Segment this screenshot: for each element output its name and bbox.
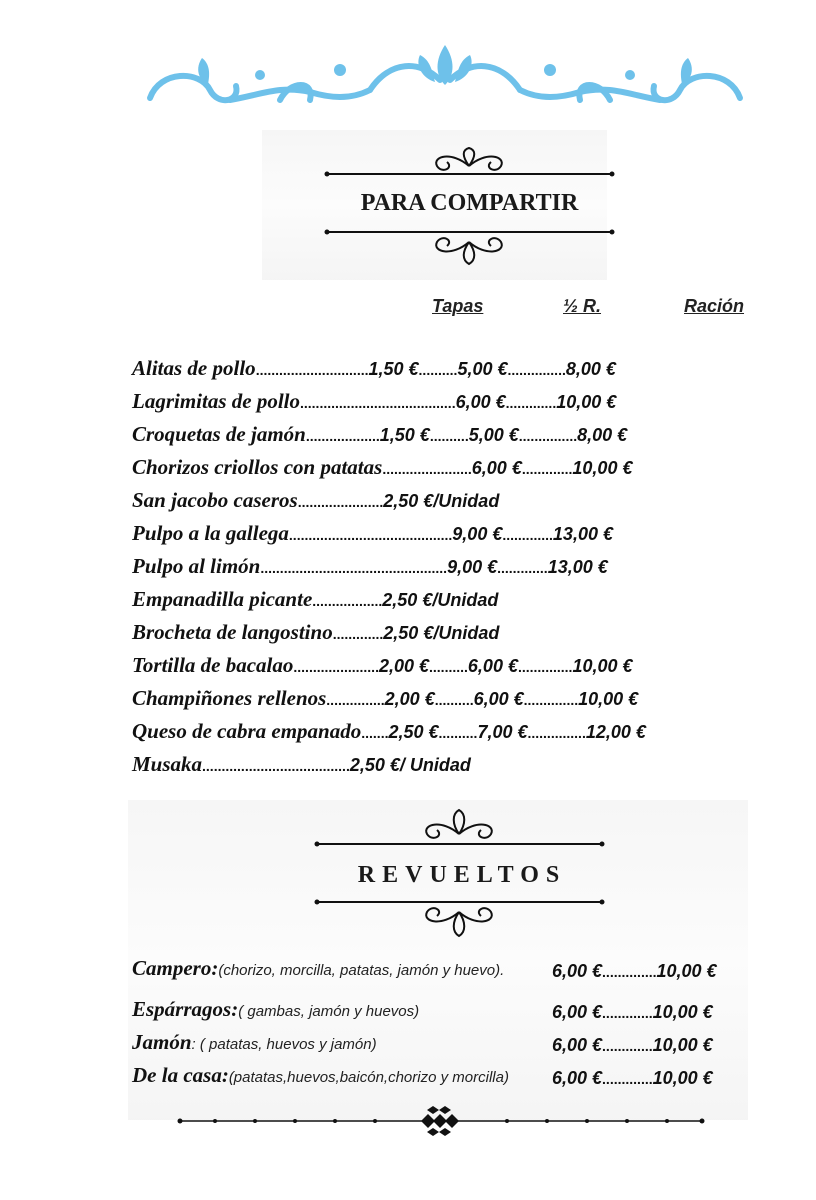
price-racion: 8,00 € [577, 425, 628, 445]
price-half: 6,00 € [552, 1068, 603, 1088]
menu-item-name: Queso de cabra empanado [132, 719, 362, 743]
price-tapa: 2,50 €/Unidad [382, 590, 499, 610]
leader-dots: ............. [332, 626, 384, 642]
menu-item-name: Croquetas de jamón [132, 422, 306, 446]
price-racion: 10,00 € [652, 1068, 713, 1088]
leader-dots: ................... [305, 428, 380, 444]
price-half: 6,00 € [467, 656, 518, 676]
price-tapa: 1,50 € [379, 425, 430, 445]
menu-row [132, 1063, 762, 1093]
menu-item-description: ( gambas, jamón y huevos) [238, 1003, 420, 1020]
leader-dots: .......... [429, 659, 468, 675]
menu-row [132, 956, 762, 986]
price-half: 5,00 € [468, 425, 519, 445]
leader-dots: ............. [505, 395, 557, 411]
price-racion: 10,00 € [652, 1002, 713, 1022]
menu-item-name: Tortilla de bacalao [132, 653, 294, 677]
menu-item-name: Lagrimitas de pollo [132, 389, 300, 413]
section-frame-bottom-revueltos [312, 896, 607, 942]
menu-item-name: Pulpo al limón [132, 554, 261, 578]
leader-dots: .......... [418, 362, 458, 378]
price-half: 6,00 € [552, 1035, 603, 1055]
leader-dots: ....................... [382, 461, 472, 477]
price-racion: 10,00 € [556, 392, 617, 412]
section-frame-top-revueltos [312, 808, 607, 850]
leader-dots: ............. [602, 1038, 653, 1054]
leader-dots: ....... [361, 725, 389, 741]
price-racion: 8,00 € [565, 359, 616, 379]
leader-dots: .......... [429, 428, 469, 444]
price-racion: 12,00 € [585, 722, 646, 742]
price-tapa: 2,50 €/Unidad [383, 623, 500, 643]
column-header-tapas: Tapas [432, 296, 484, 316]
price-racion: 13,00 € [552, 524, 613, 544]
price-half: 6,00 € [471, 458, 522, 478]
menu-item-name: Jamón [132, 1030, 192, 1054]
leader-dots: ............. [602, 1071, 653, 1087]
menu-row [132, 422, 762, 452]
section-frame-bottom-compartir [322, 224, 617, 270]
section-title-revueltos: REVUELTOS [357, 862, 567, 888]
menu-item-name: Alitas de pollo [132, 356, 256, 380]
menu-item-name: San jacobo caseros [132, 488, 298, 512]
leader-dots: ................................................ [260, 560, 448, 576]
price-racion: 13,00 € [547, 557, 608, 577]
leader-dots: ............................. [255, 362, 369, 378]
bottom-divider-ornament [175, 1106, 707, 1136]
menu-row [132, 752, 762, 782]
menu-item-name: Musaka [132, 752, 203, 776]
menu-row [132, 997, 762, 1027]
menu-item-description: (patatas,huevos,baicón,chorizo y morcilla) [228, 1069, 509, 1086]
menu-item-description: (chorizo, morcilla, patatas, jamón y huevo). [218, 962, 505, 979]
leader-dots: .............. [517, 659, 573, 675]
menu-row [132, 356, 762, 386]
price-tapa: 2,00 € [384, 689, 435, 709]
price-racion: 10,00 € [572, 458, 633, 478]
menu-row [132, 620, 762, 650]
leader-dots: ............... [507, 362, 566, 378]
price-half: 6,00 € [473, 689, 524, 709]
menu-row [132, 521, 762, 551]
menu-row [132, 1030, 762, 1060]
menu-row [132, 719, 762, 749]
menu-row [132, 653, 762, 683]
leader-dots: .............. [523, 692, 579, 708]
leader-dots: ...................... [293, 659, 379, 675]
price-half: 9,00 € [447, 557, 498, 577]
price-racion: 10,00 € [656, 961, 717, 981]
price-tapa: 2,50 €/ Unidad [349, 755, 471, 775]
menu-item-name: Espárragos: [132, 997, 239, 1021]
menu-row [132, 686, 762, 716]
section-title-compartir: PARA COMPARTIR [360, 190, 579, 216]
price-racion: 10,00 € [572, 656, 633, 676]
price-half: 6,00 € [552, 961, 603, 981]
leader-dots: ............... [527, 725, 586, 741]
price-racion: 10,00 € [578, 689, 639, 709]
column-header-half: ½ R. [563, 296, 602, 316]
leader-dots: .................. [312, 593, 383, 609]
leader-dots: ............... [326, 692, 385, 708]
price-half: 6,00 € [552, 1002, 603, 1022]
menu-item-name: Champiñones rellenos [132, 686, 327, 710]
price-tapa: 1,50 € [368, 359, 419, 379]
leader-dots: .............. [602, 964, 657, 980]
leader-dots: ............. [602, 1005, 653, 1021]
price-tapa: 2,00 € [378, 656, 430, 676]
leader-dots: ...................................... [202, 758, 350, 774]
menu-item-name: Campero: [132, 956, 219, 980]
menu-item-name: Pulpo a la gallega [132, 521, 289, 545]
price-racion: 10,00 € [652, 1035, 713, 1055]
menu-row [132, 587, 762, 617]
price-half: 5,00 € [457, 359, 508, 379]
leader-dots: .......... [438, 725, 478, 741]
menu-row [132, 488, 762, 518]
menu-item-name: Brocheta de langostino [132, 620, 333, 644]
menu-row [132, 554, 762, 584]
price-tapa: 2,50 € [388, 722, 439, 742]
leader-dots: .......... [434, 692, 474, 708]
menu-item-description: : ( patatas, huevos y jamón) [191, 1036, 377, 1053]
top-floral-ornament [140, 40, 750, 120]
leader-dots: ............. [502, 527, 553, 543]
menu-item-name: De la casa: [132, 1063, 229, 1087]
menu-row [132, 389, 762, 419]
leader-dots: ............... [518, 428, 578, 444]
price-half: 7,00 € [477, 722, 528, 742]
column-header-racion: Ración [684, 296, 745, 316]
leader-dots: ........................................ [300, 395, 456, 411]
section-frame-top-compartir [322, 146, 617, 188]
leader-dots: ............. [497, 560, 548, 576]
price-half: 9,00 € [452, 524, 503, 544]
leader-dots: .......................................... [288, 527, 453, 543]
leader-dots: ...................... [297, 494, 384, 510]
menu-row [132, 455, 762, 485]
menu-item-name: Empanadilla picante [132, 587, 313, 611]
menu-item-name: Chorizos criollos con patatas [132, 455, 383, 479]
price-half: 6,00 € [455, 392, 506, 412]
leader-dots: ............. [521, 461, 573, 477]
price-tapa: 2,50 €/Unidad [383, 491, 500, 511]
